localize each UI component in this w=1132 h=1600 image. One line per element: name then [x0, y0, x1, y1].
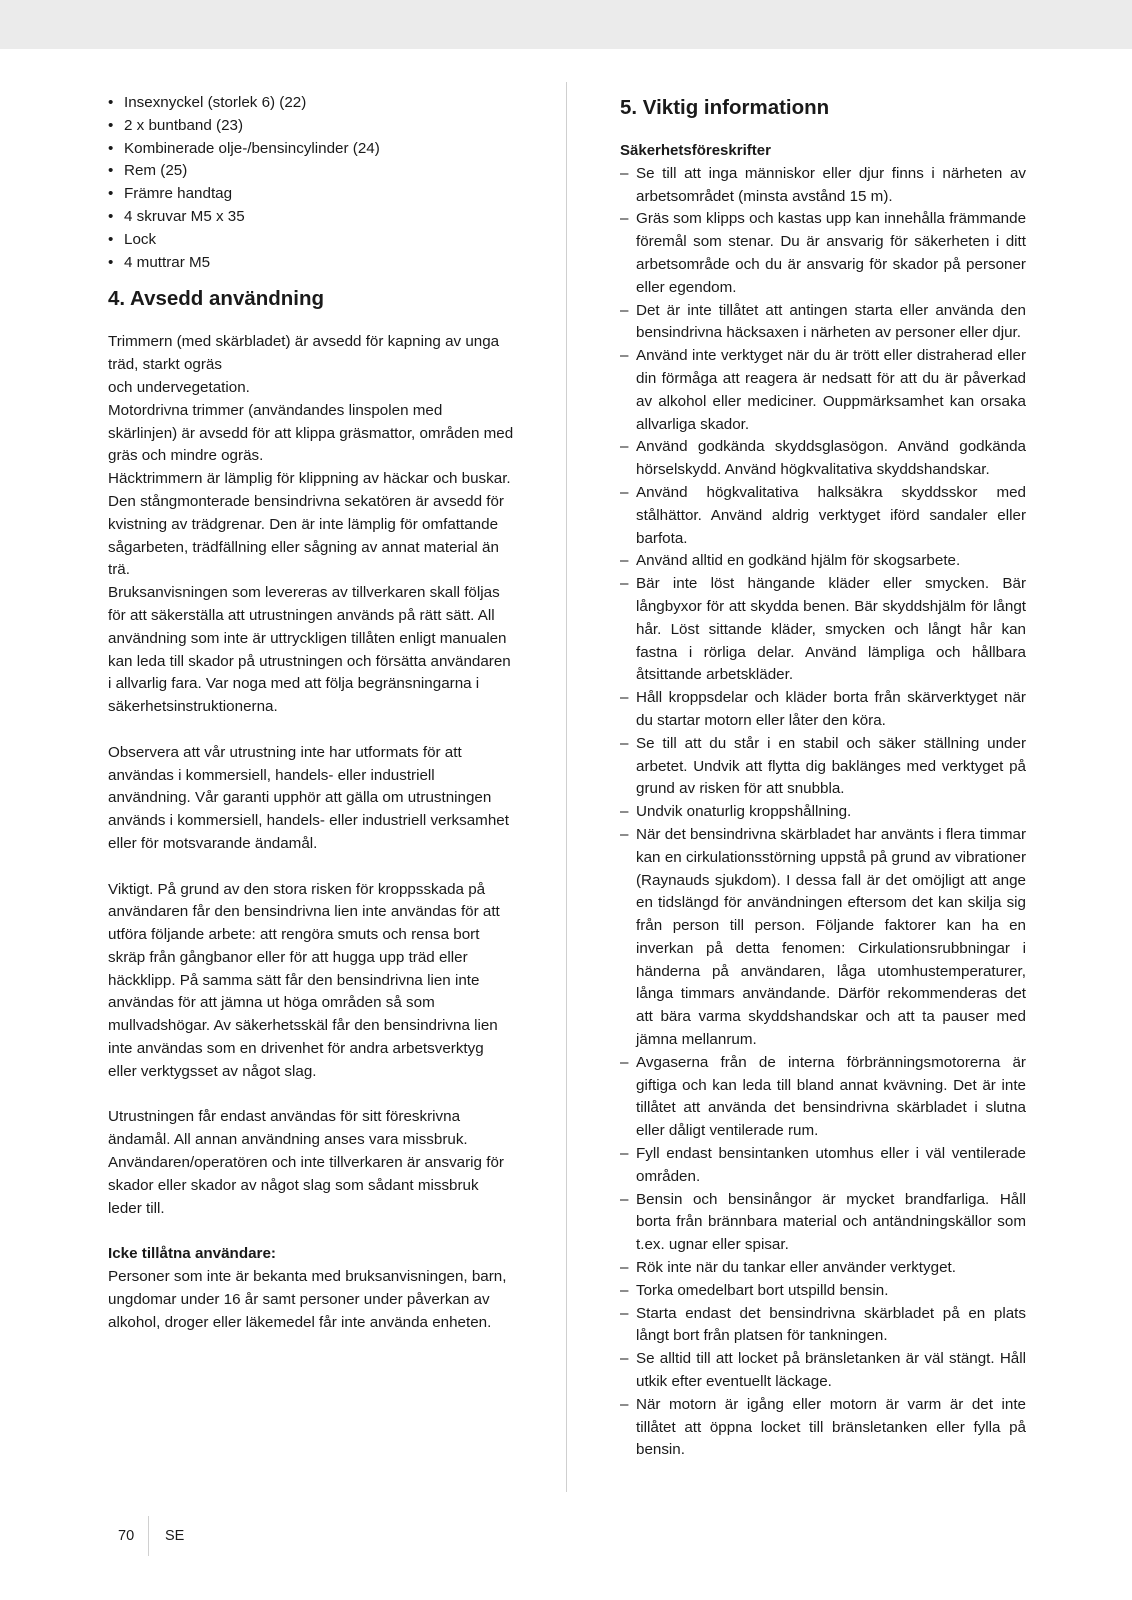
page-number: 70 [118, 1528, 135, 1544]
list-item: – Torka omedelbart bort utspilld bensin. [620, 1280, 1026, 1303]
text-line: Den stångmonterade bensindrivna sekatören är avsedd för kvistning av trädgrenar. Den är inte lämplig för omfattande sågarbeten, trädfällning eller sågning av annat material än trä. [108, 492, 504, 579]
list-item: – Rök inte när du tankar eller använder verktyget. [620, 1257, 1026, 1280]
list-item: – Använd inte verktyget när du är trött eller distraherad eller din förmåga att reagera är nedsatt för att du är påverkad av alkohol eller mediciner. Ouppmärksamhet kan orsaka allvarliga skador. [620, 345, 1026, 436]
list-item: – Se alltid till att locket på bränsletanken är väl stängt. Håll utkik efter eventuellt läckage. [620, 1348, 1026, 1394]
users-text: Personer som inte är bekanta med bruksanvisningen, barn, ungdomar under 16 år samt personer under påverkan av alkohol, droger eller läkemedel får inte använda enheten. [108, 1268, 507, 1331]
list-item: – Det är inte tillåtet att antingen starta eller använda den bensindrivna häcksaxen i närheten av personer eller djur. [620, 300, 1026, 346]
list-item: – Bensin och bensinångor är mycket brandfarliga. Håll borta från brännbara material och antändningskällor som t.ex. ugnar eller spisar. [620, 1189, 1026, 1257]
list-item: – Håll kroppsdelar och kläder borta från skärverktyget när du startar motorn eller låter den köra. [620, 687, 1026, 733]
safety-subheading: Säkerhetsföreskrifter [620, 142, 771, 159]
list-item: – Bär inte löst hängande kläder eller smycken. Bär långbyxor för att skydda benen. Bär skyddshjälm för långt hår. Löst sittande kläder, smycken och långt hår kan fastna i rörliga delar. Använd lämpliga och hållbara åtsittande arbetskläder. [620, 573, 1026, 687]
list-item: – Fyll endast bensintanken utomhus eller i väl ventilerade områden. [620, 1143, 1026, 1189]
list-item: – Använd alltid en godkänd hjälm för skogsarbete. [620, 550, 1026, 573]
text-line: Motordrivna trimmer (användandes linspolen med skärlinjen) är avsedd för att klippa gräsmattor, områden med gräs och mindre ogräs. [108, 401, 514, 465]
list-item: – Starta endast det bensindrivna skärbladet på en plats långt bort från platsen för tankningen. [620, 1303, 1026, 1349]
text-line: Bruksanvisningen som levereras av tillverkaren skall följas för att säkerställa att utrustningen används på rätt sätt. All användning som inte är uttryckligen tillåten enligt manualen kan leda till skador på utrustningen och försätta användaren i allvarlig fara. Var noga med att följa begränsningarna i säkerhetsinstruktionerna. [108, 584, 511, 716]
list-item: – Använd högkvalitativa halksäkra skyddsskor med stålhättor. Använd aldrig verktyget iförd sandaler eller barfota. [620, 482, 1026, 550]
language-code: SE [165, 1528, 185, 1544]
list-item: – Se till att inga människor eller djur finns i närheten av arbetsområdet (minsta avstånd 15 m). [620, 163, 1026, 209]
footer-divider [148, 1516, 149, 1556]
misuse-paragraph: Utrustningen får endast användas för sitt föreskrivna ändamål. All annan användning anses vara missbruk. Användaren/operatören och inte tillverkaren är ansvarig för skador eller skador av något slag som sådant missbruk leder till. [108, 1108, 504, 1217]
list-item: • 4 skruvar M5 x 35 [108, 206, 514, 229]
right-column [620, 92, 1026, 1462]
list-item: – Använd godkända skyddsglasögon. Använd godkända hörselskydd. Använd högkvalitativa skyddshandskar. [620, 436, 1026, 482]
list-item: – Avgaserna från de interna förbränningsmotorerna är giftiga och kan leda till bland annat kvävning. Det är inte tillåtet att använda det bensindrivna skärbladet i slutna eller dåligt ventilerade rum. [620, 1052, 1026, 1143]
section-5-heading: 5. Viktig informationn [620, 96, 830, 119]
list-item: – När det bensindrivna skärbladet har använts i flera timmar kan en cirkulationsstörning uppstå på grund av vibrationer (Raynauds sjukdom). I dessa fall är det omöjligt att ange en tidslängd för användningen eftersom det kan skilja sig från person till person. Följande faktorer kan ha en inverkan på detta fenomen: Cirkulationsrubbningar i händerna på användaren, låga utomhustemperaturer, långa timmars användande. Därför rekommenderas det att bära varma skyddshandskar och att ta pauser med jämna mellanrum. [620, 824, 1026, 1052]
parts-list [108, 92, 514, 274]
list-item: • 2 x buntband (23) [108, 115, 514, 138]
important-paragraph: Viktigt. På grund av den stora risken för kroppsskada på användaren får den bensindrivna lien inte användas för att utföra följande arbete: att rengöra smuts och rensa bort skräp från gångbanor eller för att hugga upp träd eller häckklipp. På samma sätt får den bensindrivna lien inte användas för att jämna ut höga områden så som mullvadshögar. Av säkerhetsskäl får den bensindrivna lien inte användas som en drivenhet för andra arbetsverktyg eller verktygsset av något slag. [108, 880, 500, 1080]
section-4-heading: 4. Avsedd användning [108, 287, 325, 311]
list-item: – När motorn är igång eller motorn är varm är det inte tillåtet att öppna locket till bränsletanken eller fylla på bensin. [620, 1394, 1026, 1462]
list-item: • Lock [108, 229, 514, 252]
list-item: – Gräs som klipps och kastas upp kan innehålla främmande föremål som stenar. Du är ansvarig för säkerheten i ditt arbetsområde och du är ansvarig för skador på personer eller egendom. [620, 208, 1026, 299]
list-item: • Rem (25) [108, 160, 514, 183]
safety-list [620, 163, 1026, 1462]
text-line: Häcktrimmern är lämplig för klippning av häckar och buskar. [108, 470, 511, 488]
intended-use-paragraph [108, 331, 514, 719]
left-column [108, 92, 514, 1357]
list-item: • Kombinerade olje-/bensincylinder (24) [108, 138, 514, 161]
text-line: Trimmern (med skärbladet) är avsedd för kapning av unga träd, starkt ogräs [108, 333, 500, 374]
list-item: • 4 muttrar M5 [108, 252, 514, 275]
list-item: • Främre handtag [108, 183, 514, 206]
list-item: • Insexnyckel (storlek 6) (22) [108, 92, 514, 115]
list-item: – Se till att du står i en stabil och säker ställning under arbetet. Undvik att flytta dig baklänges med verktyget på grund av risken för att snubbla. [620, 733, 1026, 801]
column-divider [566, 82, 567, 1492]
list-item: – Undvik onaturlig kroppshållning. [620, 801, 1026, 824]
top-bar [0, 0, 1132, 49]
text-line: och undervegetation. [108, 378, 250, 396]
commercial-use-paragraph: Observera att vår utrustning inte har utformats för att användas i kommersiell, handels- eller industriell användning. Vår garanti upphör att gälla om utrustningen används i kommersiell, handels- eller industriell verksamhet eller för motsvarande ändamål. [108, 743, 509, 852]
users-heading: Icke tillåtna användare: [108, 1245, 276, 1263]
